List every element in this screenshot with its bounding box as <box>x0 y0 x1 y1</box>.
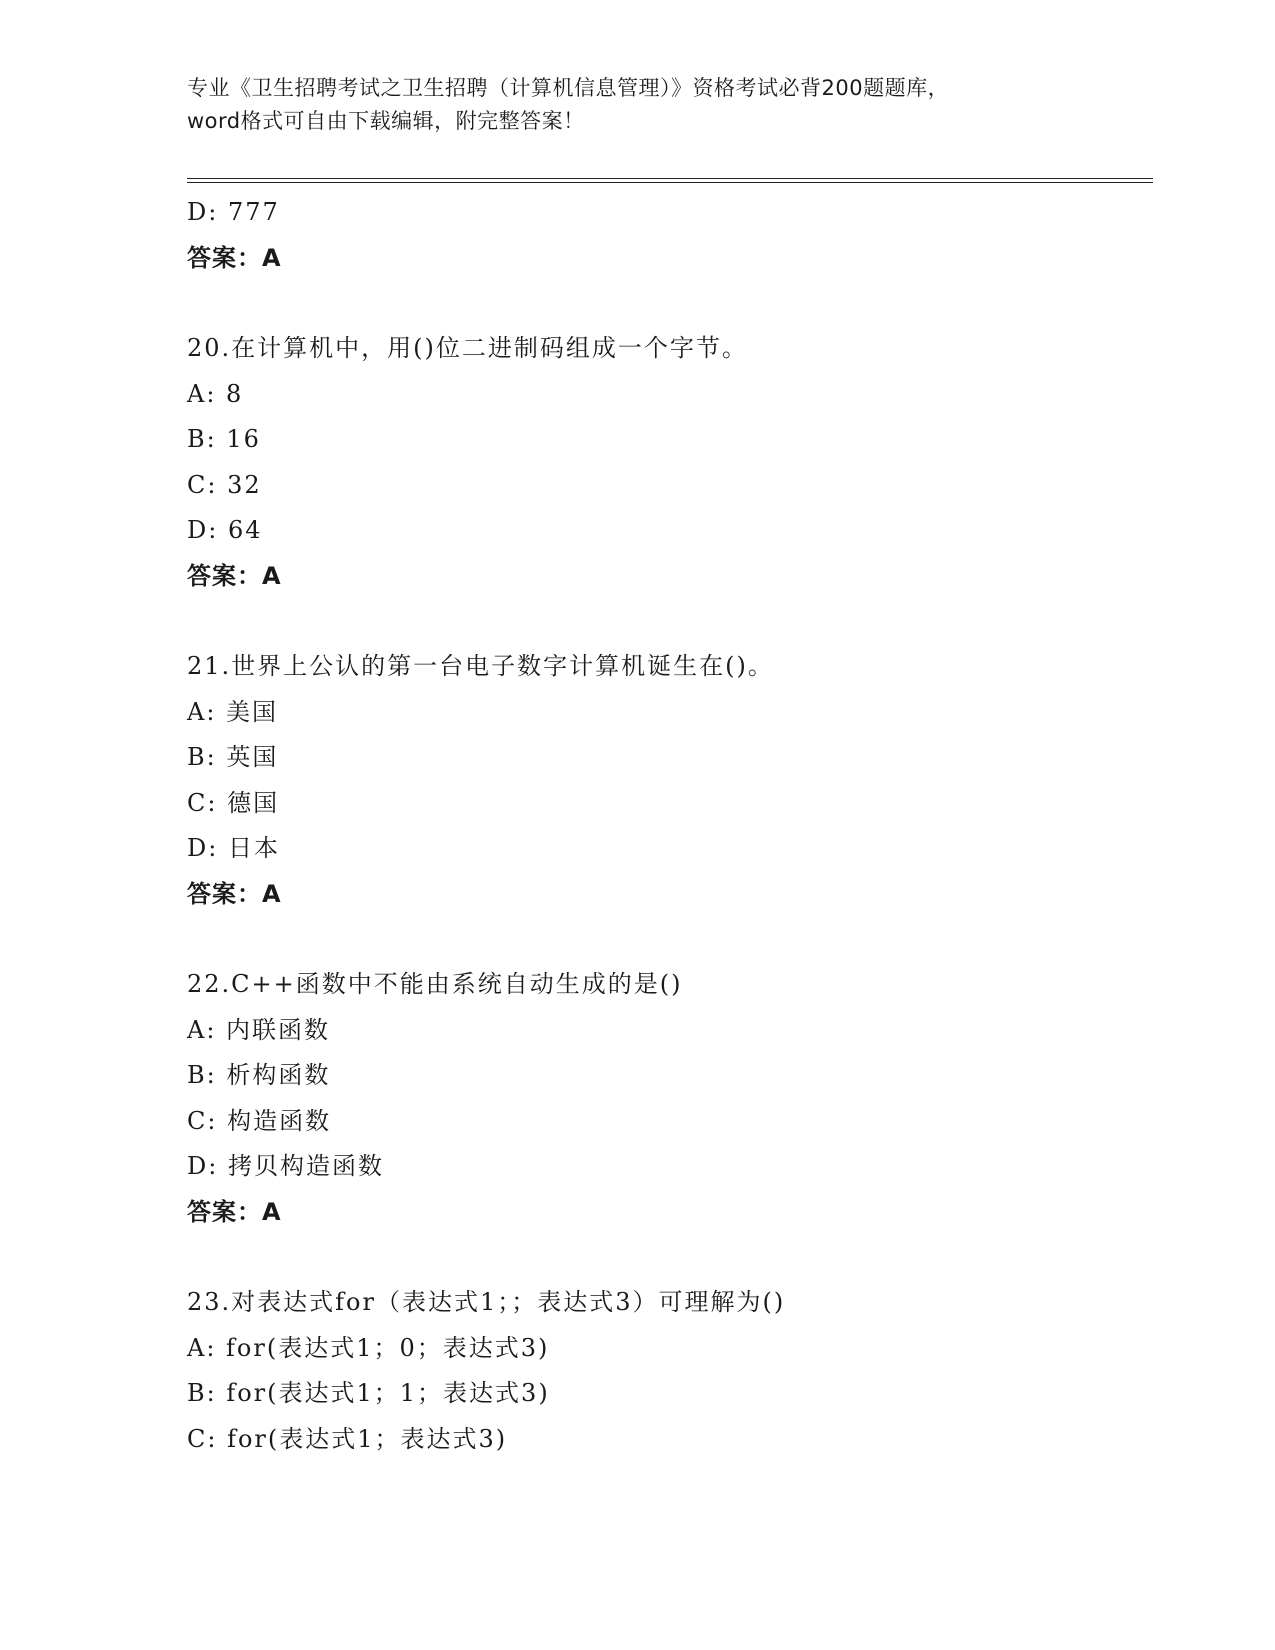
option-a: A: for(表达式1；0；表达式3) <box>187 1333 550 1362</box>
option-d: D: 日本 <box>187 834 280 862</box>
spacer <box>187 281 1147 326</box>
question-22 <box>187 962 1147 1235</box>
answer: 答案：A <box>187 1197 282 1226</box>
option-b: B: 析构函数 <box>187 1061 331 1089</box>
option-d: D: 777 <box>187 198 280 226</box>
header-line-1: 专业《卫生招聘考试之卫生招聘（计算机信息管理）》资格考试必背200题题库， <box>187 76 950 100</box>
answer: 答案：A <box>187 879 282 908</box>
question-20 <box>187 326 1147 599</box>
question-23 <box>187 1280 1147 1462</box>
question-21 <box>187 644 1147 917</box>
question-stem: 23.对表达式for（表达式1；；表达式3）可理解为() <box>187 1288 786 1316</box>
spacer <box>187 1235 1147 1280</box>
question-list <box>187 190 1147 1462</box>
option-b: B: 16 <box>187 425 261 453</box>
question-stem: 21.世界上公认的第一台电子数字计算机诞生在()。 <box>187 652 774 680</box>
option-b: B: for(表达式1；1；表达式3) <box>187 1379 550 1407</box>
answer: 答案：A <box>187 243 282 272</box>
option-c: C: for(表达式1；表达式3) <box>187 1424 508 1453</box>
option-c: C: 构造函数 <box>187 1106 332 1135</box>
question-stem: 22.C++函数中不能由系统自动生成的是() <box>187 970 683 998</box>
header-line-2: word格式可自由下载编辑，附完整答案！ <box>187 109 585 133</box>
answer: 答案：A <box>187 561 282 590</box>
option-a: A: 美国 <box>187 697 279 726</box>
option-c: C: 德国 <box>187 788 280 817</box>
header-divider <box>187 178 1153 183</box>
question-stem: 20.在计算机中，用()位二进制码组成一个字节。 <box>187 334 748 362</box>
document-header <box>187 72 1087 138</box>
option-d: D: 拷贝构造函数 <box>187 1152 384 1180</box>
spacer <box>187 917 1147 962</box>
spacer <box>187 599 1147 644</box>
option-a: A: 内联函数 <box>187 1015 331 1044</box>
option-a: A: 8 <box>187 379 244 408</box>
option-b: B: 英国 <box>187 743 279 771</box>
option-d: D: 64 <box>187 516 263 544</box>
option-c: C: 32 <box>187 470 262 499</box>
